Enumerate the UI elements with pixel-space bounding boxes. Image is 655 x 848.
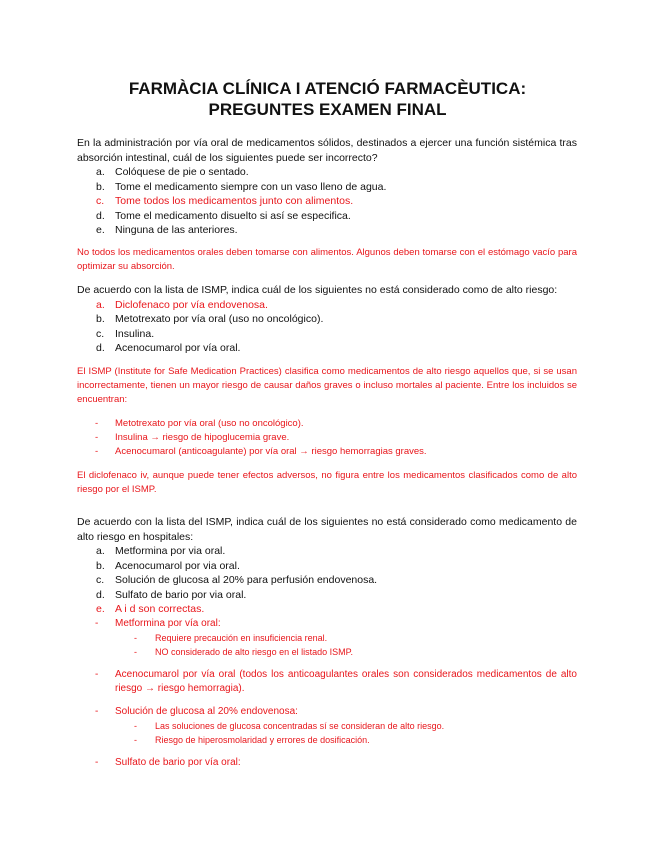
question-3-text: De acuerdo con la lista del ISMP, indica cuál de los siguientes no está considerado como medicamento de alto riesgo en hospitales: <box>77 516 577 543</box>
question-3 <box>77 515 577 770</box>
bullet-sulfato-bario: - Sulfato de bario por vía oral: <box>95 756 241 768</box>
option-a: a. Colóquese de pie o sentado. <box>96 166 249 178</box>
title-line-1: FARMÀCIA CLÍNICA I ATENCIÓ FARMACÈUTICA: <box>128 79 527 98</box>
page-title <box>0 78 655 120</box>
question-3-options <box>77 544 577 617</box>
bullet-item: - Metotrexato por vía oral (uso no oncológico). <box>95 417 304 429</box>
bullet-glucosa: - Solución de glucosa al 20% endovenosa: <box>95 705 298 717</box>
question-3-explanations <box>77 617 577 770</box>
sub-bullet: - Requiere precaución en insuficiencia renal. <box>134 632 328 643</box>
option-d: d. Tome el medicamento disuelto si así se especifica. <box>96 209 351 222</box>
option-d: d. Sulfato de bario por via oral. <box>96 588 247 601</box>
bullet-item: - Insulina → riesgo de hipoglucemia grave. <box>95 431 290 443</box>
option-a: a. Metformina por via oral. <box>96 545 226 557</box>
option-c-correct: c. Tome todos los medicamentos junto con alimentos. <box>96 195 354 207</box>
bullet-acenocumarol: - Acenocumarol por vía oral (todos los anticoagulantes orales son considerados medicamentos de alto riesgo → riesgo hemorragia). <box>95 668 577 694</box>
option-e: e. Ninguna de las anteriores. <box>96 224 238 236</box>
question-1-explanation: No todos los medicamentos orales deben tomarse con alimentos. Algunos deben tomarse con el estómago vacío para optimizar su absorción. <box>77 246 577 272</box>
option-c: c. Insulina. <box>96 327 155 340</box>
question-2-bullets <box>77 417 577 459</box>
question-2-explanation: El ISMP (Institute for Safe Medication Practices) clasifica como medicamentos de alto riesgo aquellos que, si se usan incorrectamente, tienen un mayor riesgo de causar daños graves o incluso mortales al paciente. Entre los incluidos se encuentran: <box>77 365 577 405</box>
option-d: d. Acenocumarol por vía oral. <box>96 342 241 354</box>
sub-bullet: - NO considerado de alto riesgo en el listado ISMP. <box>134 646 353 657</box>
sub-bullet: - Las soluciones de glucosa concentradas sí se consideran de alto riesgo. <box>134 720 445 731</box>
question-1-options <box>77 165 577 238</box>
option-c: c. Solución de glucosa al 20% para perfusión endovenosa. <box>96 574 378 586</box>
option-b: b. Metotrexato por vía oral (uso no oncológico). <box>96 313 324 325</box>
question-2-note: El diclofenaco iv, aunque puede tener efectos adversos, no figura entre los medicamentos clasificados como de alto riesgo por el ISMP. <box>77 469 577 495</box>
title-line-2: PREGUNTES EXAMEN FINAL <box>208 100 447 119</box>
option-b: b. Tome el medicamento siempre con un vaso lleno de agua. <box>96 180 387 193</box>
option-a-correct: a. Diclofenaco por vía endovenosa. <box>96 298 268 311</box>
question-1-text: En la administración por vía oral de medicamentos sólidos, destinados a ejercer una función sistémica tras absorción intestinal, cuál de los siguientes puede ser incorrecto? <box>77 137 577 164</box>
question-1 <box>77 136 577 274</box>
question-2-text: De acuerdo con la lista de ISMP, indica cuál de los siguientes no está considerado como de alto riesgo: <box>77 284 558 296</box>
bullet-item: - Acenocumarol (anticoagulante) por vía oral → riesgo hemorragias graves. <box>95 445 427 457</box>
option-b: b. Acenocumarol por via oral. <box>96 559 240 572</box>
question-2 <box>77 283 577 497</box>
bullet-metformina: - Metformina por vía oral: <box>95 617 221 629</box>
sub-bullet: - Riesgo de hiperosmolaridad y errores de dosificación. <box>134 734 370 745</box>
option-e-correct: e. A i d son correctas. <box>96 603 205 615</box>
question-2-options <box>77 298 577 356</box>
